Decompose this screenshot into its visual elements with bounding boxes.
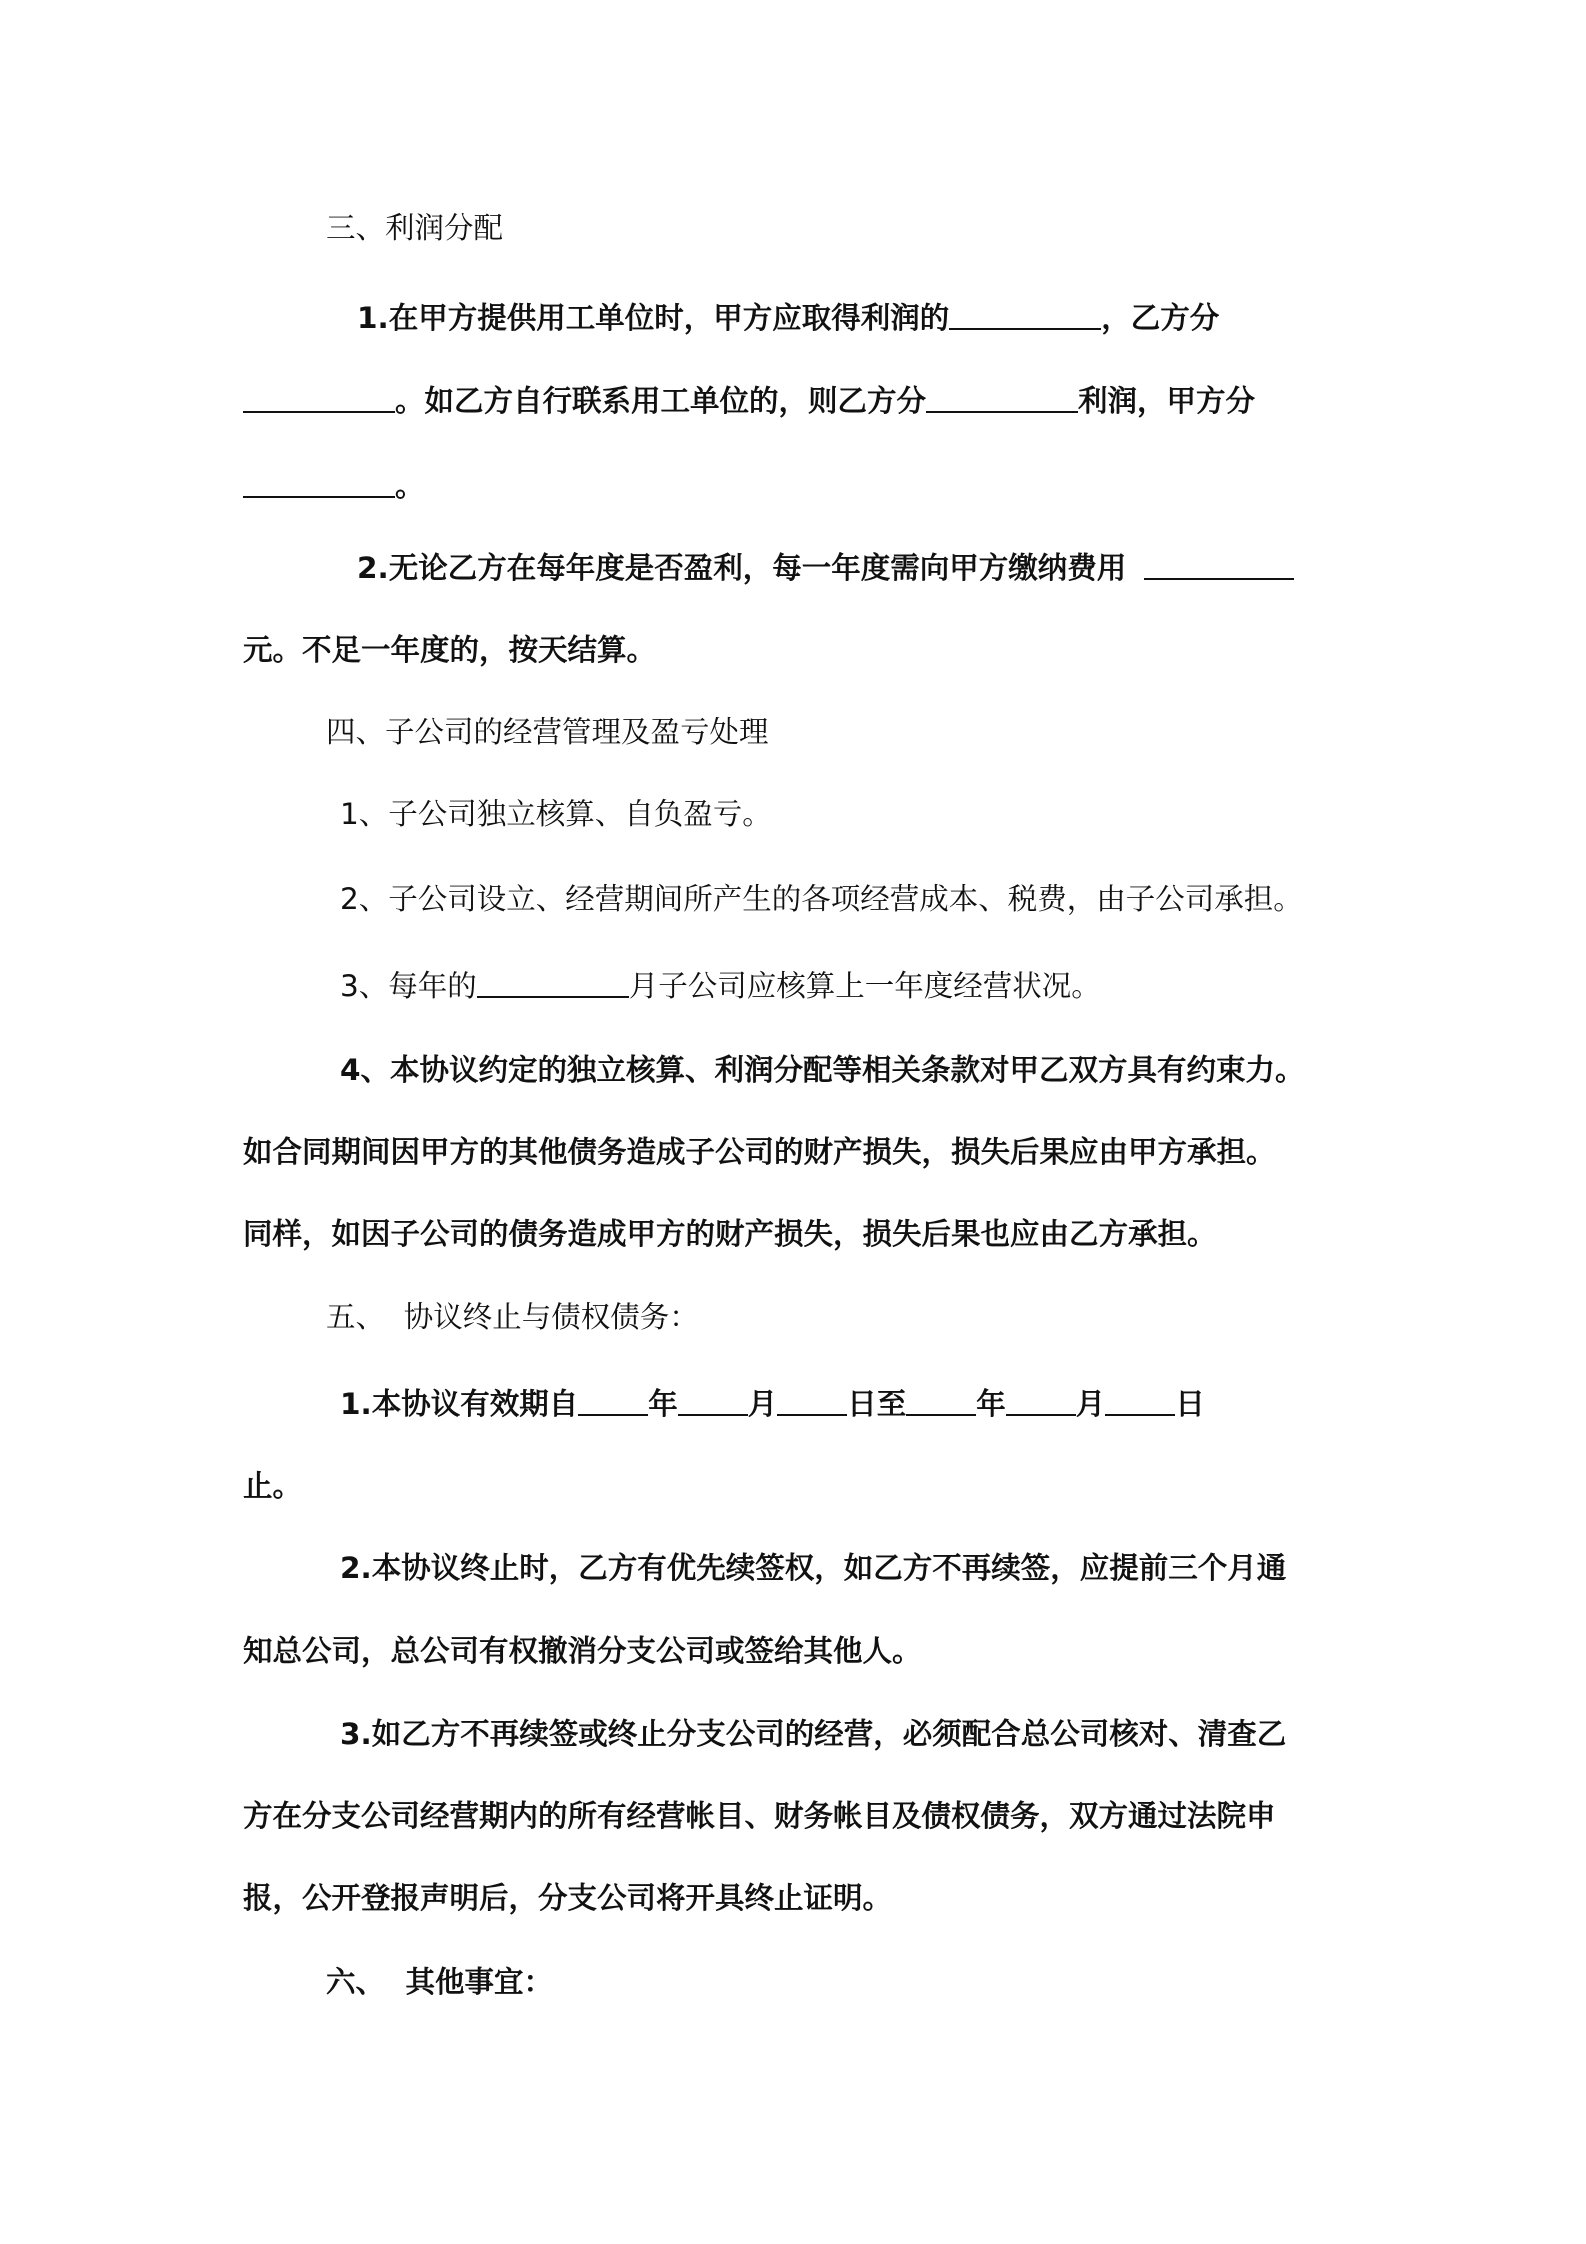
clause-4-4-line-3: 同样，如因子公司的债务造成甲方的财产损失，损失后果也应由乙方承担。 [243,1217,1217,1251]
blank-line[interactable] [777,1414,847,1416]
clause-5-1-line-2: 止。 [243,1469,303,1503]
clause-5-3-line-1: 3.如乙方不再续签或终止分支公司的经营，必须配合总公司核对、清查乙 [340,1717,1287,1751]
clause-4-1: 1、子公司独立核算、自负盈亏。 [340,797,772,831]
clause-4-4-line-2: 如合同期间因甲方的其他债务造成子公司的财产损失，损失后果应由甲方承担。 [243,1135,1276,1169]
blank-line[interactable] [678,1414,748,1416]
clause-4-4-line-1: 4、本协议约定的独立核算、利润分配等相关条款对甲乙双方具有约束力。 [340,1053,1305,1087]
clause-5-3-line-2: 方在分支公司经营期内的所有经营帐目、财务帐目及债权债务，双方通过法院申 [243,1799,1276,1833]
section-4-title: 四、子公司的经营管理及盈亏处理 [326,715,769,749]
clause-3-1-line-1: 1.在甲方提供用工单位时，甲方应取得利润的 ，乙方分 [357,301,1220,335]
blank-line[interactable] [477,996,629,998]
clause-5-2-line-2: 知总公司，总公司有权撤消分支公司或签给其他人。 [243,1634,922,1668]
blank-line[interactable] [906,1414,976,1416]
blank-line[interactable] [243,411,395,413]
clause-5-2-line-1: 2.本协议终止时，乙方有优先续签权，如乙方不再续签，应提前三个月通 [340,1551,1287,1585]
section-3-title: 三、利润分配 [326,211,504,245]
clause-4-3: 3、每年的 月子公司应核算上一年度经营状况。 [340,969,1101,1003]
clause-3-2-line-2: 元。不足一年度的，按天结算。 [243,633,657,667]
blank-line[interactable] [1144,578,1294,580]
clause-3-1-line-2: 。如乙方自行联系用工单位的，则乙方分 利润，甲方分 [243,381,1255,421]
section-6-title: 六、 其他事宜： [326,1965,554,1999]
clause-5-3-line-3: 报，公开登报声明后，分支公司将开具终止证明。 [243,1881,893,1915]
clause-4-2: 2、子公司设立、经营期间所产生的各项经营成本、税费，由子公司承担。 [340,882,1303,916]
blank-line[interactable] [243,496,395,498]
blank-line[interactable] [1006,1414,1076,1416]
section-5-title: 五、 协议终止与债权债务： [326,1300,699,1334]
blank-line[interactable] [1105,1414,1175,1416]
blank-line[interactable] [926,411,1078,413]
blank-line[interactable] [578,1414,648,1416]
clause-3-2-line-1: 2.无论乙方在每年度是否盈利，每一年度需向甲方缴纳费用 [357,548,1294,588]
blank-line[interactable] [949,328,1101,330]
clause-5-1-line-1: 1.本协议有效期自 年 月 日至 年 月 日 [340,1387,1205,1421]
clause-3-1-line-3: 。 [243,466,425,506]
